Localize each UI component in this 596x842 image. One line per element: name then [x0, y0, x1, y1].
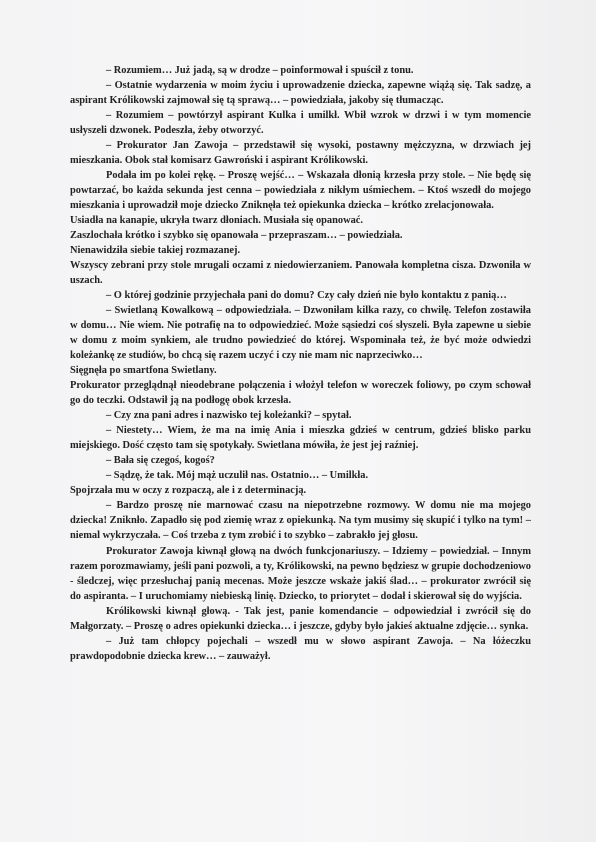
- paragraph: Usiadła na kanapie, ukryła twarz dłoniach. Musiała się opanować.: [70, 215, 363, 227]
- paragraph: – Sądzę, że tak. Mój mąż uczulił nas. Ostatnio… – Umilkła.: [106, 470, 369, 482]
- paragraph: – Bała się czegoś, kogoś?: [106, 455, 215, 467]
- paragraph: – Bardzo proszę nie marnować czasu na niepotrzebne rozmowy. W domu nie ma mojego dziecka! Zniknło. Zapadło się pod ziemię wraz z opiekunką. Na tym musimy się skupić i tylko na tym! – niemal wykrzyczała. – Coś trzeba z tym zrobić i to szybko – zabrakło jej głosu.: [70, 500, 531, 542]
- paragraph: – Swietlaną Kowalkową – odpowiedziała. – Dzwoniłam kilka razy, co chwilę. Telefon zostawiła w domu… Nie wiem. Nie potrafię na to odpowiedzieć. Może sąsiedzi coś słyszeli. Była zapewne u siebie w domu z moim synkiem, ale trudno powiedzieć do której. Wspominała też, że być może odwiedzi koleżankę ze studiów, bo chcą się razem uczyć i czy nie mam nic naprzeciwko…: [70, 305, 531, 362]
- paragraph: – Rozumiem… Już jadą, są w drodze – poinformował i spuścił z tonu.: [106, 65, 414, 76]
- paragraph: Podała im po kolei rękę. – Proszę wejść… – Wskazała dłonią krzesła przy stole. – Nie będę się powtarzać, bo każda sekunda jest cenna – powiedziała z nikłym uśmiechem. – Ktoś wszedł do mojego mieszkania i uprowadził moje dziecko Zniknęła też opiekunka dziecka – krótko zrelacjonowała.: [70, 170, 531, 212]
- paragraph: – Niestety… Wiem, że ma na imię Ania i mieszka gdzieś w centrum, gdzieś blisko parku miejskiego. Dość często tam się spotykały. Swietlana mówiła, że jest jej raźniej.: [70, 425, 531, 452]
- paragraph: Zaszlochała krótko i szybko się opanowała – przepraszam… – powiedziała.: [70, 230, 403, 242]
- paragraph: – Ostatnie wydarzenia w moim życiu i uprowadzenie dziecka, zapewne wiążą się. Tak sadzę, a aspirant Królikowski zajmował się tą sprawą… – powiedziała, jakoby się tłumacząc.: [70, 80, 531, 107]
- paragraph: Prokurator przeglądnął nieodebrane połączenia i włożył telefon w woreczek foliowy, po czym schował go do teczki. Odstawił ją na podłogę obok krzesła.: [70, 380, 531, 407]
- paragraph: Spojrzała mu w oczy z rozpaczą, ale i z determinacją.: [70, 485, 307, 497]
- paragraph: Sięgnęła po smartfona Swietlany.: [70, 365, 217, 377]
- paragraph: – Rozumiem – powtórzył aspirant Kulka i umilkł. Wbił wzrok w drzwi i w tym momencie usłyszeli dzwonek. Podeszła, żeby otworzyć.: [70, 110, 531, 137]
- paragraph: Królikowski kiwnął głową. - Tak jest, panie komendancie – odpowiedział i zwrócił się do Małgorzaty. – Proszę o adres opiekunki dziecka… i jeszcze, gdyby było jakieś aktualne zdjęcie… synka.: [70, 605, 531, 632]
- paragraph: Nienawidziła siebie takiej rozmazanej.: [70, 245, 241, 257]
- paragraph: – O której godzinie przyjechała pani do domu? Czy cały dzień nie było kontaktu z panią…: [106, 290, 507, 302]
- paragraph: – Czy zna pani adres i nazwisko tej koleżanki? – spytał.: [106, 410, 352, 422]
- document-body: [70, 63, 531, 664]
- paragraph: Wszyscy zebrani przy stole mrugali oczami z niedowierzaniem. Panowała kompletna cisza. Dzwoniła w uszach.: [70, 260, 531, 287]
- paragraph: Prokurator Zawoja kiwnął głową na dwóch funkcjonariuszy. – Idziemy – powiedział. – Innym razem porozmawiamy, jeśli pani pozwoli, a ty, Królikowski, na pewno będziesz w grupie dochodzeniowo - śledczej, więc przesłuchaj panią mecenas. Może jeszcze wskaże jakiś ślad… – prokurator zwrócił się do aspiranta. – I uruchomiamy niebieską linię. Dziecko, to priorytet – dodał i skierował się do wyjścia.: [70, 545, 531, 602]
- paragraph: – Prokurator Jan Zawoja – przedstawił się wysoki, postawny mężczyzna, w drzwiach jej mieszkania. Obok stał komisarz Gawroński i aspirant Królikowski.: [70, 140, 531, 167]
- paragraph: – Już tam chłopcy pojechali – wszedł mu w słowo aspirant Zawoja. – Na łóżeczku prawdopodobnie dziecka krew… – zauważył.: [70, 635, 531, 662]
